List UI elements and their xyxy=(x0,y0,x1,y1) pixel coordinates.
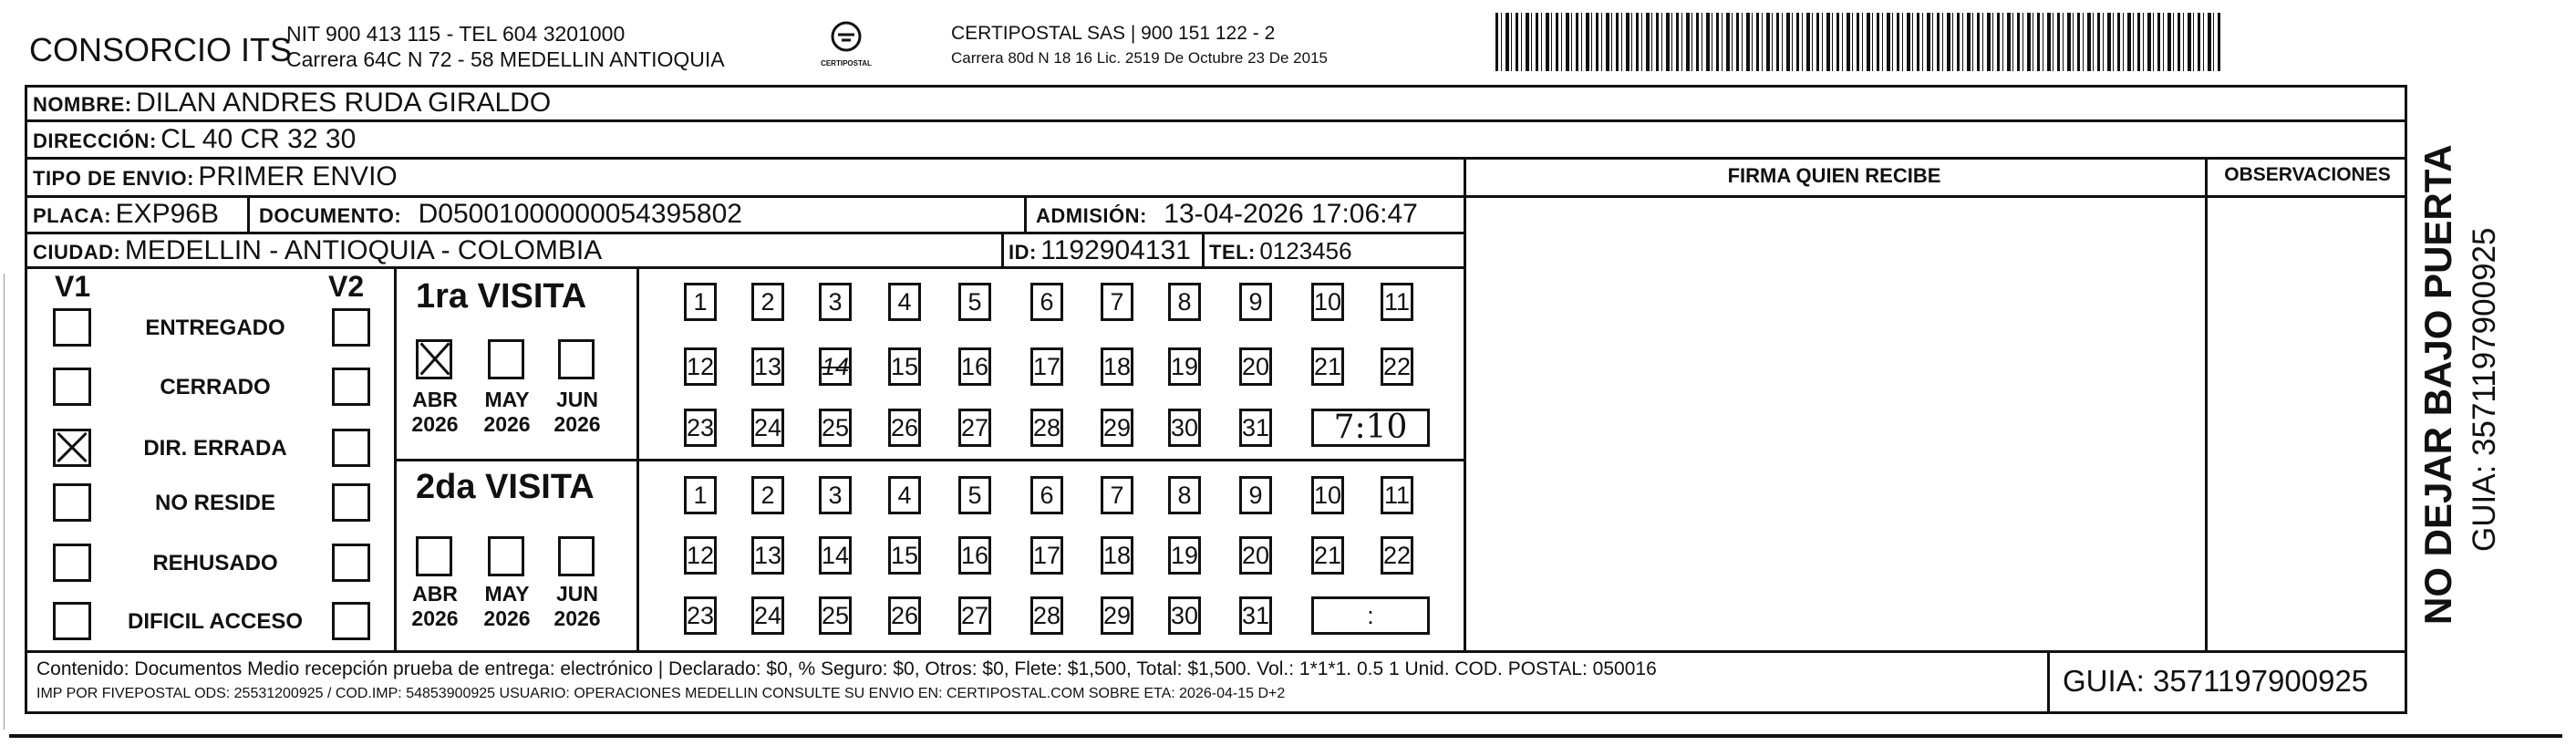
certipostal-logo-icon xyxy=(823,18,869,55)
day-box[interactable]: 4 xyxy=(888,283,921,321)
day-box[interactable]: 12 xyxy=(684,347,717,386)
company-name: CONSORCIO ITS xyxy=(29,31,293,68)
day-box[interactable]: 31 xyxy=(1239,596,1272,635)
day-box[interactable]: 9 xyxy=(1239,476,1272,514)
month-checkbox-abr[interactable] xyxy=(416,536,452,576)
month-checkbox-may[interactable] xyxy=(488,339,524,379)
day-box[interactable]: 7 xyxy=(1101,283,1133,321)
day-box[interactable]: 30 xyxy=(1168,596,1201,635)
month-caption xyxy=(545,388,609,437)
year-label: 2026 xyxy=(411,606,459,630)
day-box[interactable]: 21 xyxy=(1311,536,1344,575)
day-box[interactable]: 27 xyxy=(958,409,991,447)
day-box[interactable]: 24 xyxy=(751,596,784,635)
status-label: DIFICIL ACCESO xyxy=(127,609,303,634)
col-firma-left xyxy=(1464,157,1466,650)
v2-checkbox[interactable] xyxy=(332,544,370,582)
status-label: CERRADO xyxy=(160,375,271,399)
col-days-left xyxy=(636,266,639,650)
second-visit-title: 2da VISITA xyxy=(416,468,595,506)
day-box[interactable]: 1 xyxy=(684,283,717,321)
day-box[interactable]: 30 xyxy=(1168,409,1201,447)
day-box[interactable]: 13 xyxy=(751,536,784,575)
documento-value: D05001000000054395802 xyxy=(418,199,742,229)
day-box[interactable]: 1 xyxy=(684,476,717,514)
month-caption xyxy=(403,582,467,631)
day-box[interactable]: 23 xyxy=(684,409,717,447)
month-label: ABR xyxy=(412,388,458,411)
v2-checkbox[interactable] xyxy=(332,429,370,467)
ciudad-label: CIUDAD: xyxy=(33,241,121,264)
col-admision-sep xyxy=(1024,195,1027,232)
footer-guia: GUIA: 3571197900925 xyxy=(2063,664,2369,698)
paper-edge-left xyxy=(4,274,5,730)
ciudad-value: MEDELLIN - ANTIOQUIA - COLOMBIA xyxy=(124,235,603,265)
rule-visit-split xyxy=(394,459,1465,461)
day-box[interactable]: 5 xyxy=(958,476,991,514)
v1-checkbox[interactable] xyxy=(53,368,91,406)
observaciones-header: OBSERVACIONES xyxy=(2224,164,2391,185)
paper-edge xyxy=(9,734,2562,738)
day-box[interactable]: 26 xyxy=(888,596,921,635)
day-box[interactable]: 28 xyxy=(1030,596,1063,635)
month-checkbox-jun[interactable] xyxy=(558,536,595,576)
firma-header: FIRMA QUIEN RECIBE xyxy=(1727,164,1941,187)
day-box[interactable]: 22 xyxy=(1381,347,1413,386)
nombre-value: DILAN ANDRES RUDA GIRALDO xyxy=(136,88,552,118)
v1-checkbox[interactable] xyxy=(53,429,91,467)
day-box[interactable]: 6 xyxy=(1030,283,1063,321)
day-box[interactable]: 17 xyxy=(1030,347,1063,386)
day-box[interactable]: 2 xyxy=(751,283,784,321)
courier-line2: Carrera 80d N 18 16 Lic. 2519 De Octubre 23 De 2015 xyxy=(951,49,1328,67)
day-box[interactable]: 18 xyxy=(1101,347,1133,386)
direccion-label: DIRECCIÓN: xyxy=(33,130,157,152)
tel-label: TEL: xyxy=(1209,241,1256,264)
day-box[interactable]: 14 xyxy=(819,347,852,386)
tel-row xyxy=(1209,237,1352,265)
v2-header: V2 xyxy=(328,270,365,303)
barcode xyxy=(1495,13,2220,71)
id-row xyxy=(1009,235,1191,266)
day-box[interactable]: 29 xyxy=(1101,409,1133,447)
placa-label: PLACA: xyxy=(33,204,112,227)
month-label: JUN xyxy=(555,388,598,411)
tel-value: 0123456 xyxy=(1259,237,1352,264)
day-box[interactable]: 10 xyxy=(1311,476,1344,514)
day-box[interactable]: 31 xyxy=(1239,409,1272,447)
col-guia-sep xyxy=(2047,650,2050,714)
documento-label: DOCUMENTO: xyxy=(259,204,402,227)
day-box[interactable]: 14 xyxy=(819,536,852,575)
year-label: 2026 xyxy=(553,412,601,436)
side-guia: GUIA: 3571197900925 xyxy=(2467,227,2502,552)
rule-1 xyxy=(25,119,2407,122)
month-caption xyxy=(475,388,539,437)
day-box[interactable]: 11 xyxy=(1381,476,1413,514)
day-box[interactable]: 27 xyxy=(958,596,991,635)
rule-2 xyxy=(25,157,2407,160)
day-box[interactable]: 25 xyxy=(819,409,852,447)
col-id-sep xyxy=(1001,232,1004,266)
day-box[interactable]: 21 xyxy=(1311,347,1344,386)
tipo-label: TIPO DE ENVIO: xyxy=(33,167,194,190)
v2-checkbox[interactable] xyxy=(332,602,370,640)
documento-row xyxy=(259,199,742,230)
month-checkbox-may[interactable] xyxy=(488,536,524,576)
day-box[interactable]: 23 xyxy=(684,596,717,635)
day-box[interactable]: 15 xyxy=(888,536,921,575)
month-label: MAY xyxy=(484,388,530,411)
id-label: ID: xyxy=(1009,241,1037,264)
year-label: 2026 xyxy=(483,606,531,630)
month-label: MAY xyxy=(484,582,530,606)
day-box[interactable]: 8 xyxy=(1168,283,1201,321)
day-box[interactable]: 7 xyxy=(1101,476,1133,514)
day-box[interactable]: 19 xyxy=(1168,347,1201,386)
day-box[interactable]: 9 xyxy=(1239,283,1272,321)
ciudad-row xyxy=(33,235,602,266)
rule-3 xyxy=(25,195,2407,198)
v1-checkbox[interactable] xyxy=(53,483,91,522)
year-label: 2026 xyxy=(553,606,601,630)
day-box[interactable]: 12 xyxy=(684,536,717,575)
courier-line1: CERTIPOSTAL SAS | 900 151 122 - 2 xyxy=(951,23,1276,44)
day-box[interactable]: 5 xyxy=(958,283,991,321)
v2-checkbox[interactable] xyxy=(332,308,370,347)
rule-5 xyxy=(25,266,1465,269)
col-status-right xyxy=(394,266,397,650)
day-box[interactable]: 18 xyxy=(1101,536,1133,575)
day-box[interactable]: 4 xyxy=(888,476,921,514)
status-label: NO RESIDE xyxy=(154,491,276,515)
nombre-row xyxy=(33,88,551,119)
day-box[interactable]: 15 xyxy=(888,347,921,386)
v2-checkbox[interactable] xyxy=(332,368,370,406)
year-label: 2026 xyxy=(411,412,459,436)
first-visit-title: 1ra VISITA xyxy=(416,277,587,316)
day-box[interactable]: 16 xyxy=(958,536,991,575)
day-box[interactable]: 10 xyxy=(1311,283,1344,321)
status-label: ENTREGADO xyxy=(145,316,285,340)
status-label: DIR. ERRADA xyxy=(143,436,287,461)
placa-value: EXP96B xyxy=(115,199,219,229)
time-box[interactable]: : xyxy=(1311,596,1430,635)
footer-line2: IMP POR FIVEPOSTAL ODS: 25531200925 / COD.IMP: 54853900925 USUARIO: OPERACIONES MEDELLIN CONSULTE SU ENVIO EN: CERTIPOSTAL.COM SOBRE ETA: 2026-04-15 D+2 xyxy=(36,686,1286,701)
month-checkbox-jun[interactable] xyxy=(558,339,595,379)
id-value: 1192904131 xyxy=(1040,235,1191,265)
day-box[interactable]: 2 xyxy=(751,476,784,514)
day-box[interactable]: 20 xyxy=(1239,536,1272,575)
day-box[interactable]: 19 xyxy=(1168,536,1201,575)
time-box[interactable]: 7:10 xyxy=(1311,409,1430,447)
col-placa-sep xyxy=(247,195,250,232)
year-label: 2026 xyxy=(483,412,531,436)
admision-label: ADMISIÓN: xyxy=(1036,204,1147,227)
status-label: REHUSADO xyxy=(152,551,278,575)
footer-line1: Contenido: Documentos Medio recepción prueba de entrega: electrónico | Declarado: $0, % Seguro: $0, Otros: $0, Flete: $1,500, Total: $1,500. Vol.: 1*1*1. 0.5 1 Unid. COD. POSTAL: 050016 xyxy=(36,658,1657,679)
month-checkbox-abr[interactable] xyxy=(416,339,452,379)
day-box[interactable]: 3 xyxy=(819,283,852,321)
day-box[interactable]: 28 xyxy=(1030,409,1063,447)
day-box[interactable]: 8 xyxy=(1168,476,1201,514)
v2-checkbox[interactable] xyxy=(332,483,370,522)
day-box[interactable]: 20 xyxy=(1239,347,1272,386)
direccion-value: CL 40 CR 32 30 xyxy=(160,124,357,154)
month-caption xyxy=(403,388,467,437)
admision-value: 13-04-2026 17:06:47 xyxy=(1164,199,1418,229)
day-box[interactable]: 24 xyxy=(751,409,784,447)
v1-checkbox[interactable] xyxy=(53,544,91,582)
tipo-value: PRIMER ENVIO xyxy=(198,161,398,192)
day-box[interactable]: 11 xyxy=(1381,283,1413,321)
rule-6 xyxy=(25,650,2407,653)
rule-4 xyxy=(25,232,1465,234)
month-label: ABR xyxy=(412,582,458,606)
day-box[interactable]: 17 xyxy=(1030,536,1063,575)
company-line1: NIT 900 413 115 - TEL 604 3201000 xyxy=(286,22,626,46)
day-box[interactable]: 13 xyxy=(751,347,784,386)
day-box[interactable]: 3 xyxy=(819,476,852,514)
tipo-row xyxy=(33,161,398,192)
company-line2: Carrera 64C N 72 - 58 MEDELLIN ANTIOQUIA xyxy=(286,47,725,71)
col-obs-left xyxy=(2205,157,2208,650)
placa-row xyxy=(33,199,219,230)
logo-text: CERTIPOSTAL xyxy=(821,59,872,67)
month-caption xyxy=(475,582,539,631)
side-warning: NO DEJAR BAJO PUERTA xyxy=(2416,144,2459,625)
month-caption xyxy=(545,582,609,631)
month-label: JUN xyxy=(555,582,598,606)
v1-header: V1 xyxy=(55,270,91,303)
v1-checkbox[interactable] xyxy=(53,602,91,640)
v1-checkbox[interactable] xyxy=(53,308,91,347)
day-box[interactable]: 25 xyxy=(819,596,852,635)
direccion-row xyxy=(33,124,356,155)
day-box[interactable]: 22 xyxy=(1381,536,1413,575)
admision-row xyxy=(1036,199,1418,230)
nombre-label: NOMBRE: xyxy=(33,93,132,116)
certipostal-logo xyxy=(814,18,878,75)
day-box[interactable]: 29 xyxy=(1101,596,1133,635)
day-box[interactable]: 16 xyxy=(958,347,991,386)
day-box[interactable]: 6 xyxy=(1030,476,1063,514)
col-tel-sep xyxy=(1202,232,1205,266)
day-box[interactable]: 26 xyxy=(888,409,921,447)
